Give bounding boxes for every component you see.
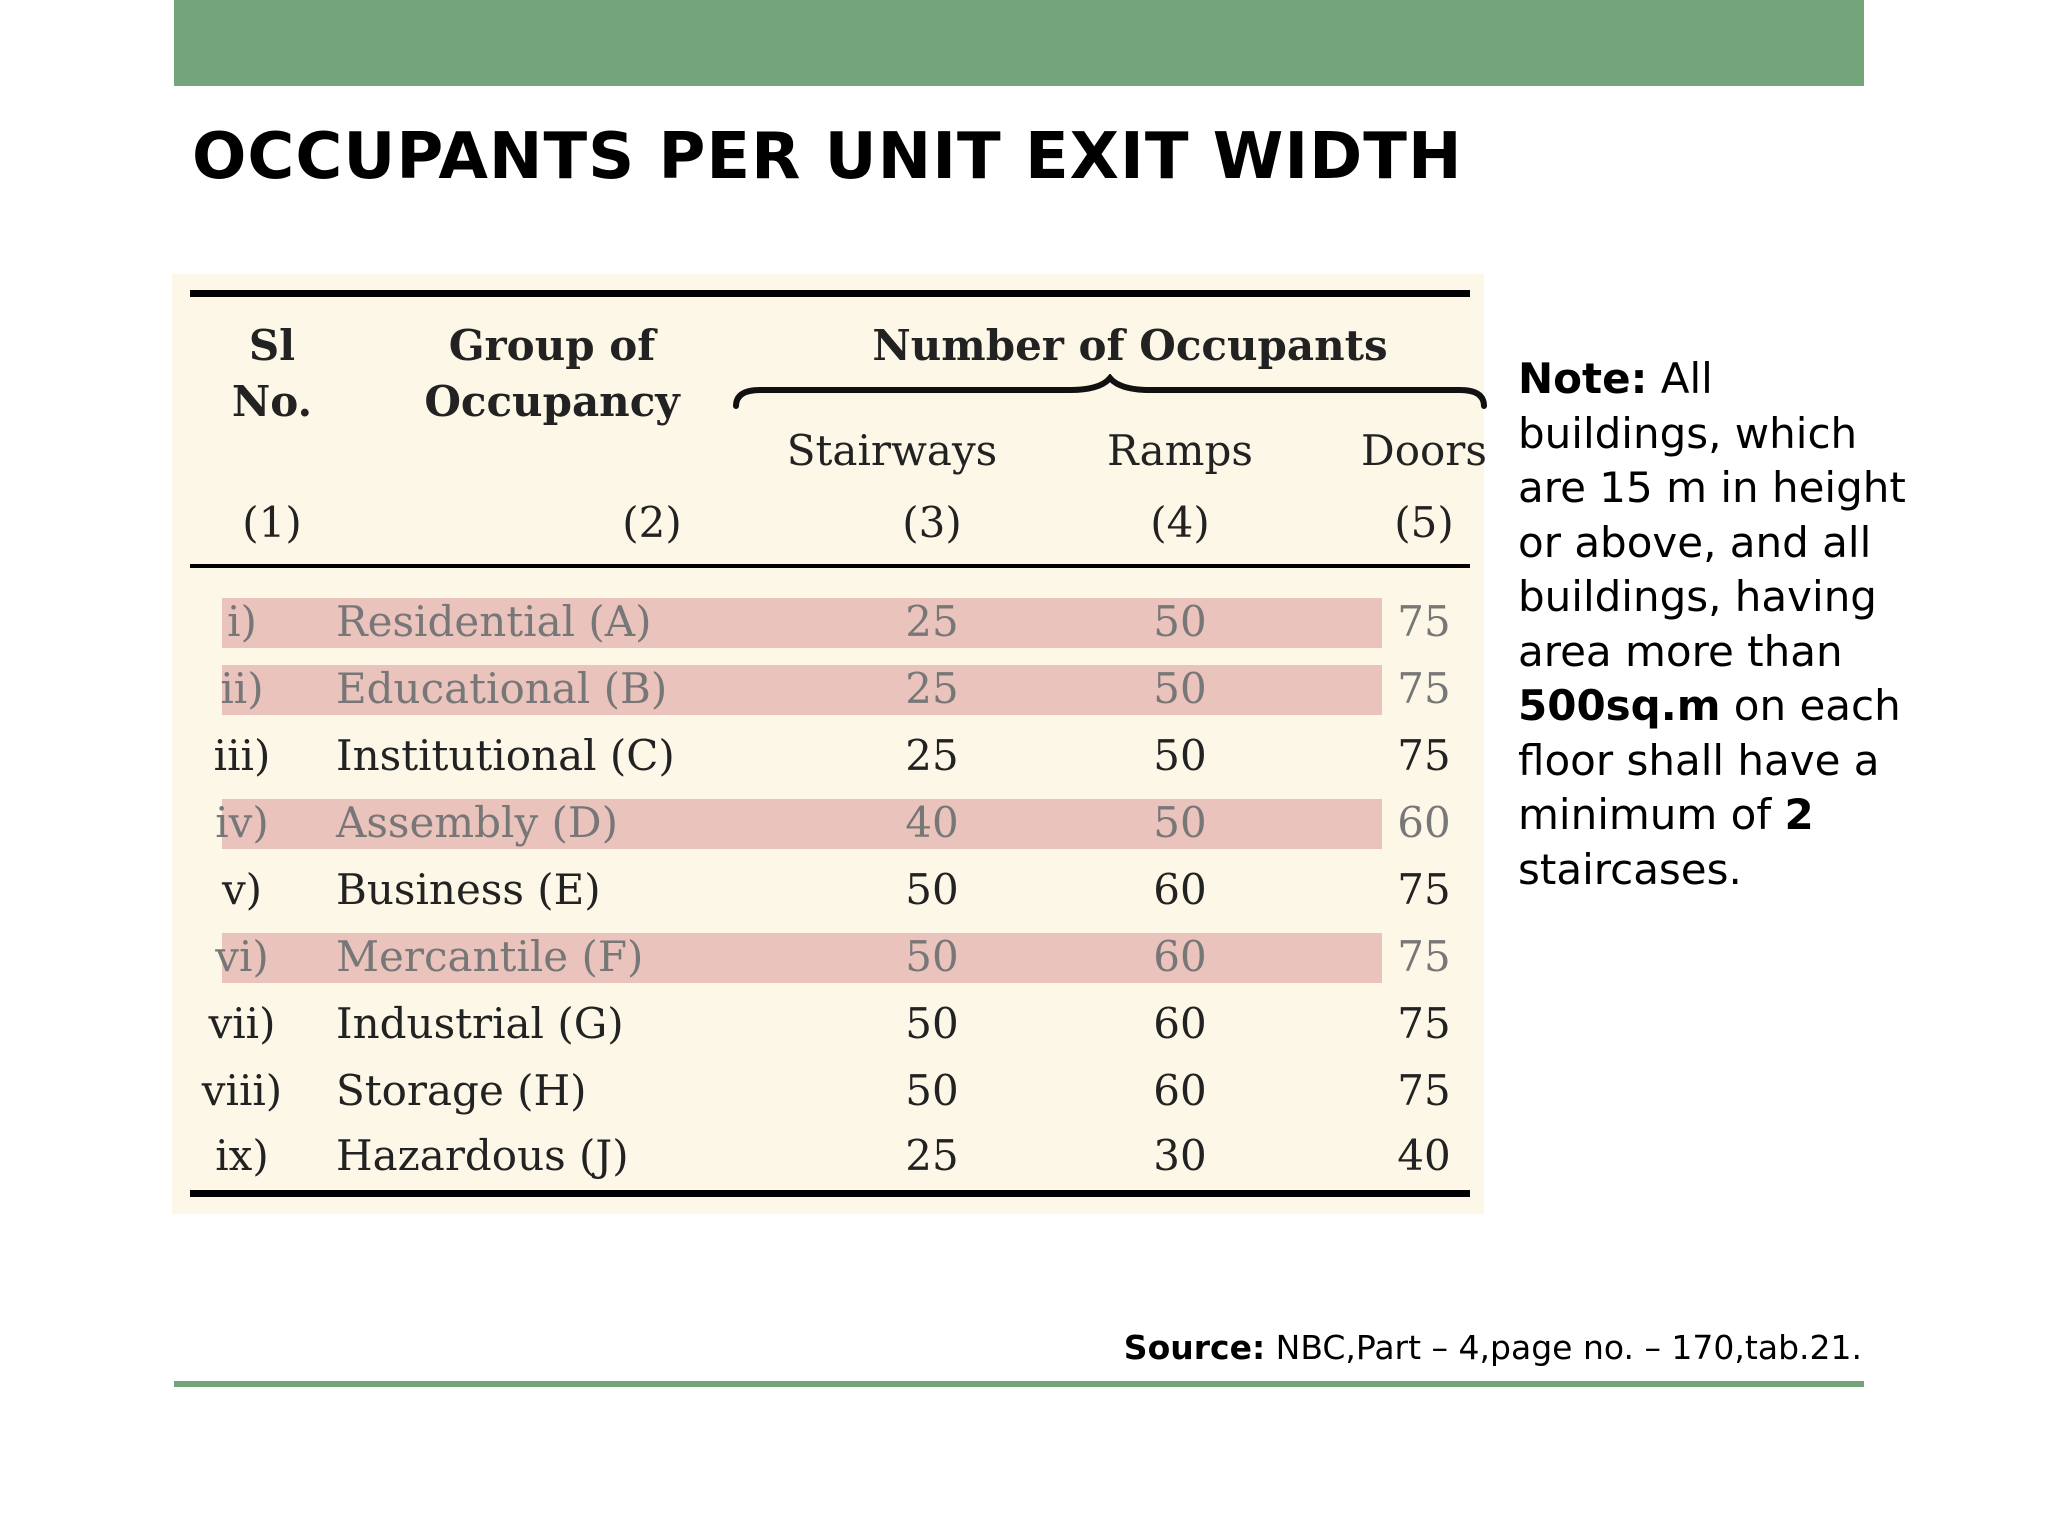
header-col-num-3: (3) — [902, 498, 962, 547]
cell-doors: 40 — [1397, 1131, 1451, 1180]
cell-ramps: 60 — [1153, 1066, 1207, 1115]
table-row — [172, 927, 1484, 987]
cell-group: Business (E) — [336, 865, 601, 914]
header-col-num-5: (5) — [1394, 498, 1454, 547]
cell-sl: vii) — [208, 999, 276, 1048]
page-title: OCCUPANTS PER UNIT EXIT WIDTH — [192, 120, 1463, 194]
table-top-rule — [190, 290, 1470, 297]
note-body-2: on each floor shall have a minimum of — [1518, 681, 1901, 839]
cell-stairways: 50 — [905, 1066, 959, 1115]
cell-group: Residential (A) — [336, 597, 652, 646]
note-text — [1518, 352, 1918, 897]
note-label: Note: — [1518, 354, 1648, 403]
cell-ramps: 60 — [1153, 932, 1207, 981]
header-brace — [730, 374, 1490, 424]
source-label: Source: — [1123, 1328, 1266, 1367]
cell-ramps: 60 — [1153, 999, 1207, 1048]
cell-sl: iii) — [213, 731, 271, 780]
header-doors: Doors — [1361, 426, 1487, 475]
source-citation — [1124, 1328, 1862, 1367]
table-row — [172, 726, 1484, 786]
cell-group: Industrial (G) — [336, 999, 624, 1048]
cell-ramps: 50 — [1153, 731, 1207, 780]
table-bottom-rule — [190, 1190, 1470, 1197]
header-group — [402, 318, 702, 430]
cell-group: Mercantile (F) — [336, 932, 644, 981]
cell-stairways: 50 — [905, 932, 959, 981]
note-area: 500sq.m — [1518, 681, 1721, 730]
cell-doors: 75 — [1397, 932, 1451, 981]
cell-group: Institutional (C) — [336, 731, 675, 780]
cell-doors: 75 — [1397, 999, 1451, 1048]
header-col-num-4: (4) — [1150, 498, 1210, 547]
cell-stairways: 25 — [905, 1131, 959, 1180]
cell-group: Hazardous (J) — [336, 1131, 629, 1180]
cell-stairways: 40 — [905, 798, 959, 847]
header-sl — [212, 318, 332, 430]
table-row — [172, 793, 1484, 853]
table-row — [172, 592, 1484, 652]
cell-doors: 75 — [1397, 731, 1451, 780]
note-body-1: All buildings, which are 15 m in height or above, and all buildings, having area more than — [1518, 354, 1906, 676]
cell-sl: vi) — [215, 932, 269, 981]
cell-stairways: 50 — [905, 865, 959, 914]
cell-ramps: 50 — [1153, 664, 1207, 713]
cell-doors: 60 — [1397, 798, 1451, 847]
occupancy-table — [172, 274, 1487, 1214]
cell-ramps: 50 — [1153, 798, 1207, 847]
note-count: 2 — [1784, 790, 1814, 839]
cell-group: Storage (H) — [336, 1066, 587, 1115]
header-stairways: Stairways — [786, 426, 998, 475]
header-group-line1: Group of — [448, 321, 656, 370]
cell-doors: 75 — [1397, 597, 1451, 646]
header-col-num-2: (2) — [622, 498, 682, 547]
header-ramps: Ramps — [1107, 426, 1253, 475]
header-number-of-occupants: Number of Occupants — [872, 321, 1388, 370]
table-row — [172, 659, 1484, 719]
cell-group: Educational (B) — [336, 664, 668, 713]
cell-sl: ii) — [220, 664, 264, 713]
header-sl-line1: Sl — [248, 321, 296, 370]
table-row — [172, 994, 1484, 1054]
cell-doors: 75 — [1397, 1066, 1451, 1115]
cell-ramps: 60 — [1153, 865, 1207, 914]
cell-doors: 75 — [1397, 664, 1451, 713]
header-group-line2: Occupancy — [424, 377, 680, 426]
cell-stairways: 25 — [905, 731, 959, 780]
cell-stairways: 25 — [905, 597, 959, 646]
note-body-3: staircases. — [1518, 844, 1742, 894]
source-text: NBC,Part – 4,page no. – 170,tab.21. — [1265, 1328, 1862, 1367]
cell-sl: i) — [227, 597, 257, 646]
top-accent-bar — [174, 0, 1864, 86]
header-sl-line2: No. — [231, 377, 313, 426]
cell-ramps: 50 — [1153, 597, 1207, 646]
cell-doors: 75 — [1397, 865, 1451, 914]
table-row — [172, 1061, 1484, 1121]
table-header-rule — [190, 564, 1470, 568]
table-row — [172, 860, 1484, 920]
cell-sl: viii) — [201, 1066, 283, 1115]
cell-sl: ix) — [215, 1131, 269, 1180]
table-row — [172, 1126, 1484, 1186]
header-col-num-1: (1) — [242, 498, 302, 547]
cell-sl: v) — [221, 865, 263, 914]
cell-stairways: 25 — [905, 664, 959, 713]
bottom-accent-line — [174, 1381, 1864, 1387]
cell-group: Assembly (D) — [336, 798, 618, 847]
cell-stairways: 50 — [905, 999, 959, 1048]
cell-ramps: 30 — [1153, 1131, 1207, 1180]
cell-sl: iv) — [215, 798, 269, 847]
